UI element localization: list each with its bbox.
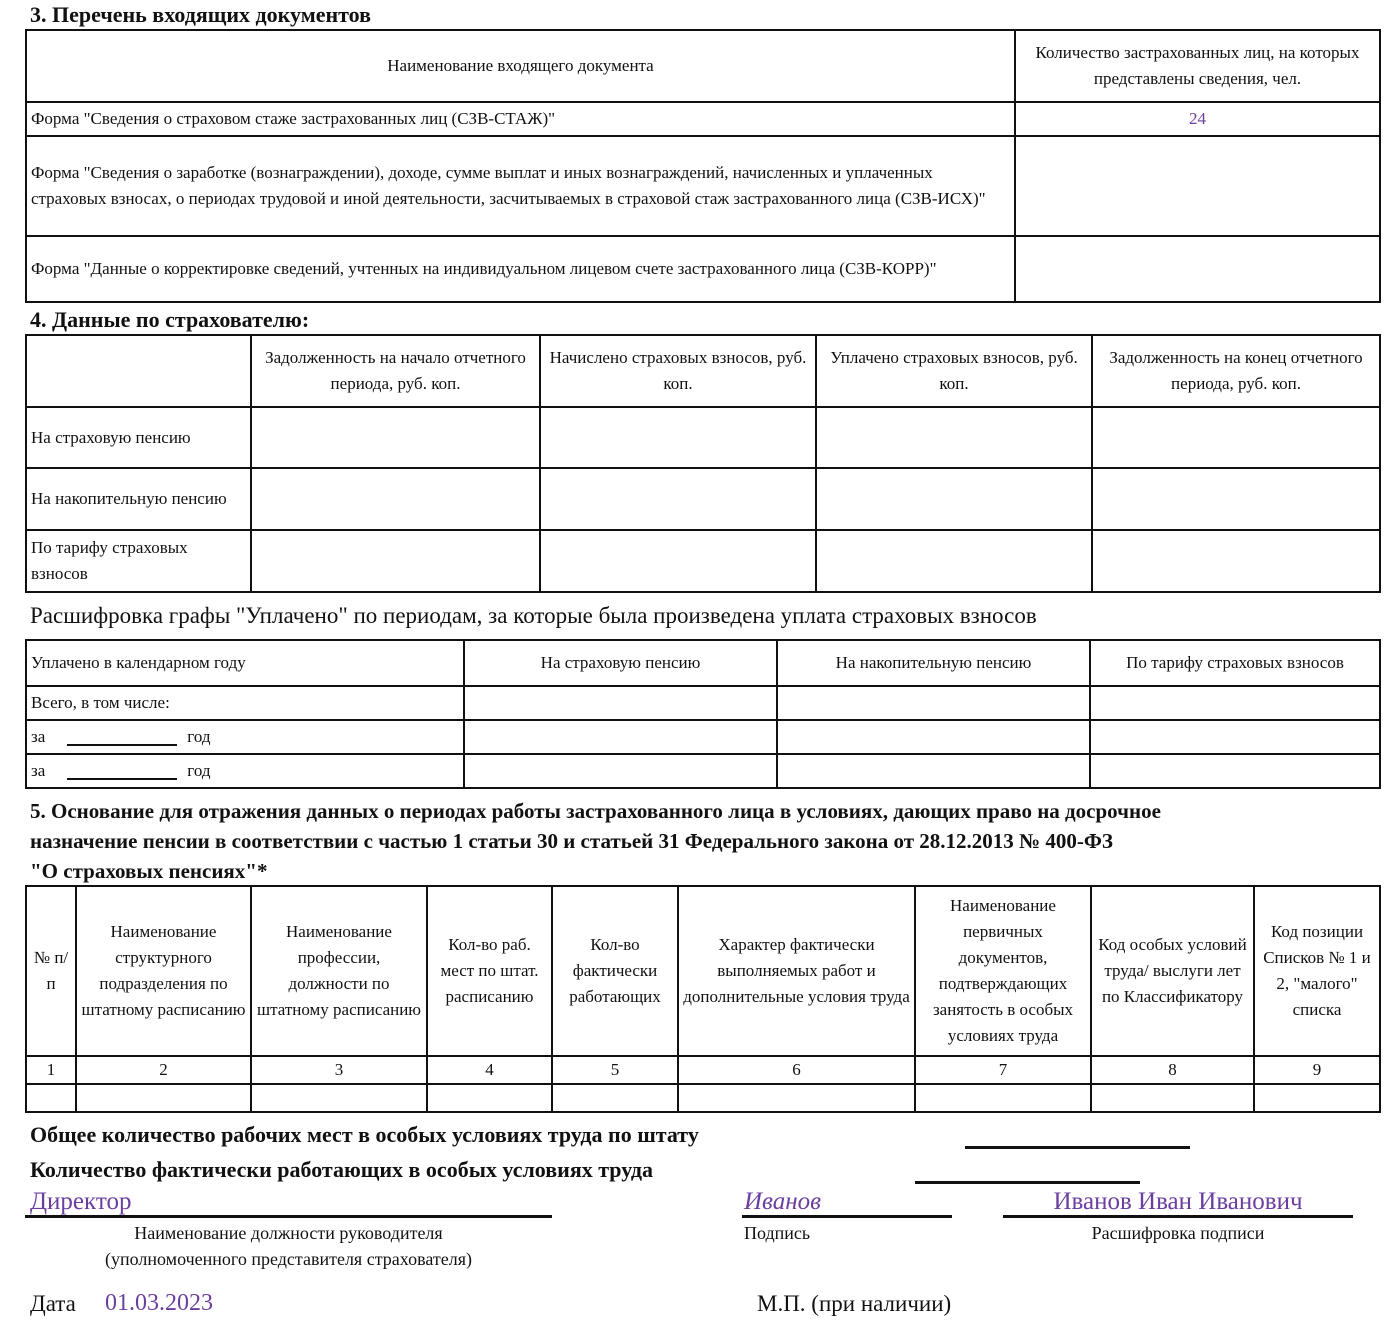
value-cell[interactable] [26,1084,76,1112]
section5-title-line: "О страховых пенсиях"* [30,859,268,883]
year-suffix: год [187,727,211,746]
full-name-caption: Расшифровка подписи [1091,1223,1265,1243]
table-row [26,1084,1380,1112]
document-name: Форма "Данные о корректировке сведений, учтенных на индивидуальном лицевом счете застрахованного лица (СЗВ-КОРР)" [26,236,1015,302]
header-year: Уплачено в календарном году [26,640,464,686]
header-insurance-pension: На страховую пенсию [464,640,777,686]
section3-title: 3. Перечень входящих документов [30,2,371,27]
header-profession: Наименование профессии, должности по штатному расписанию [251,886,427,1056]
header-department: Наименование структурного подразделения по штатному расписанию [76,886,251,1056]
header-actual-workers: Кол-во фактически работающих [552,886,678,1056]
value-cell[interactable] [816,407,1092,468]
paid-breakdown-table [25,639,1381,789]
year-prefix: за [31,761,46,780]
header-paid: Уплачено страховых взносов, руб. коп. [816,335,1092,407]
document-name: Форма "Сведения о страховом стаже застрахованных лиц (СЗВ-СТАЖ)" [26,102,1015,136]
insured-count[interactable]: 24 [1015,102,1380,136]
position-caption-line: (уполномоченного представителя страхователя) [105,1249,472,1269]
column-number: 8 [1091,1056,1254,1084]
signature-line [742,1215,952,1218]
value-cell[interactable] [251,530,540,592]
table-row [26,407,1380,468]
position-caption-line: Наименование должности руководителя [134,1223,443,1243]
column-number: 3 [251,1056,427,1084]
column-number: 4 [427,1056,552,1084]
year-field[interactable] [67,730,177,746]
table-row [26,236,1380,302]
table-row [26,530,1380,592]
year-suffix: год [187,761,211,780]
breakdown-title: Расшифровка графы "Уплачено" по периодам, за которые была произведена уплата страховых взносов [30,603,1037,628]
value-cell[interactable] [777,686,1090,720]
value-cell[interactable] [251,468,540,530]
column-number: 6 [678,1056,915,1084]
insured-count[interactable] [1015,136,1380,236]
header-accrued: Начислено страховых взносов, руб. коп. [540,335,816,407]
column-number: 1 [26,1056,76,1084]
header-insured-count: Количество застрахованных лиц, на которых представлены сведения, чел. [1015,30,1380,102]
column-number: 5 [552,1056,678,1084]
staff-places-field[interactable] [965,1146,1190,1149]
value-cell[interactable] [816,530,1092,592]
stamp-label: М.П. (при наличии) [757,1291,952,1316]
value-cell[interactable] [1090,686,1380,720]
signature-caption: Подпись [744,1223,811,1243]
value-cell[interactable] [540,407,816,468]
actual-workers-field[interactable] [915,1181,1140,1184]
value-cell[interactable] [678,1084,915,1112]
column-numbers-row [26,1056,1380,1084]
date-label: Дата [30,1291,76,1316]
table-row [26,754,1380,788]
actual-workers-label: Количество фактически работающих в особых условиях труда [30,1157,653,1182]
row-label: На страховую пенсию [26,407,251,468]
position-value[interactable]: Директор [30,1188,132,1215]
value-cell[interactable] [816,468,1092,530]
year-prefix: за [31,727,46,746]
table-row [26,720,1380,754]
table-row [26,136,1380,236]
value-cell[interactable] [540,530,816,592]
section5-title-line: 5. Основание для отражения данных о периодах работы застрахованного лица в условиях, дающих право на досрочное [30,799,1161,823]
value-cell[interactable] [464,686,777,720]
value-cell[interactable] [76,1084,251,1112]
header-staff-places: Кол-во раб. мест по штат. расписанию [427,886,552,1056]
header-number: № п/п [26,886,76,1056]
header-blank [26,335,251,407]
insured-count[interactable] [1015,236,1380,302]
value-cell[interactable] [251,1084,427,1112]
full-name-value[interactable]: Иванов Иван Иванович [1053,1188,1303,1215]
insurer-data-table [25,334,1381,593]
value-cell[interactable] [1091,1084,1254,1112]
value-cell[interactable] [1090,754,1380,788]
document-name: Форма "Сведения о заработке (вознаграждении), доходе, сумме выплат и иных вознаграждений, начисленных и уплаченных страховых взносах, о периодах трудовой и иной деятельности, засчитываемых в страховой стаж застрахованного лица (СЗВ-ИСХ)" [26,136,1015,236]
header-work-character: Характер фактически выполняемых работ и дополнительные условия труда [678,886,915,1056]
value-cell[interactable] [915,1084,1091,1112]
position-line [25,1215,552,1218]
column-number: 2 [76,1056,251,1084]
date-value[interactable]: 01.03.2023 [105,1290,213,1316]
header-debt-start: Задолженность на начало отчетного периода, руб. коп. [251,335,540,407]
section4-title: 4. Данные по страхователю: [30,307,310,332]
header-tariff: По тарифу страховых взносов [1090,640,1380,686]
value-cell[interactable] [1092,407,1380,468]
staff-places-label: Общее количество рабочих мест в особых условиях труда по штату [30,1122,699,1147]
section5-title [30,796,1161,886]
position-caption [25,1220,552,1272]
value-cell[interactable] [427,1084,552,1112]
value-cell[interactable] [540,468,816,530]
table-row [26,468,1380,530]
row-label: По тарифу страховых взносов [26,530,251,592]
value-cell[interactable] [464,720,777,754]
header-debt-end: Задолженность на конец отчетного периода, руб. коп. [1092,335,1380,407]
column-number: 9 [1254,1056,1380,1084]
column-number: 7 [915,1056,1091,1084]
header-condition-code: Код особых условий труда/ выслуги лет по Классификатору [1091,886,1254,1056]
section5-title-line: назначение пенсии в соответствии с частью 1 статьи 30 и статьей 31 Федерального закона от 28.12.2013 № 400-ФЗ [30,829,1113,853]
table-row [26,686,1380,720]
header-primary-documents: Наименование первичных документов, подтверждающих занятость в особых условиях труда [915,886,1091,1056]
year-field[interactable] [67,764,177,780]
value-cell[interactable] [1092,468,1380,530]
row-label: На накопительную пенсию [26,468,251,530]
signature-value[interactable]: Иванов [744,1188,821,1215]
value-cell[interactable] [1254,1084,1380,1112]
value-cell[interactable] [1090,720,1380,754]
incoming-documents-table [25,29,1381,303]
total-label: Всего, в том числе: [26,686,464,720]
table-row [26,102,1380,136]
value-cell[interactable] [464,754,777,788]
value-cell[interactable] [552,1084,678,1112]
value-cell[interactable] [777,720,1090,754]
value-cell[interactable] [777,754,1090,788]
full-name-line [1003,1215,1353,1218]
value-cell[interactable] [251,407,540,468]
special-conditions-table [25,885,1381,1113]
header-list-position-code: Код позиции Списков № 1 и 2, "малого" списка [1254,886,1380,1056]
value-cell[interactable] [1092,530,1380,592]
header-document-name: Наименование входящего документа [26,30,1015,102]
header-funded-pension: На накопительную пенсию [777,640,1090,686]
